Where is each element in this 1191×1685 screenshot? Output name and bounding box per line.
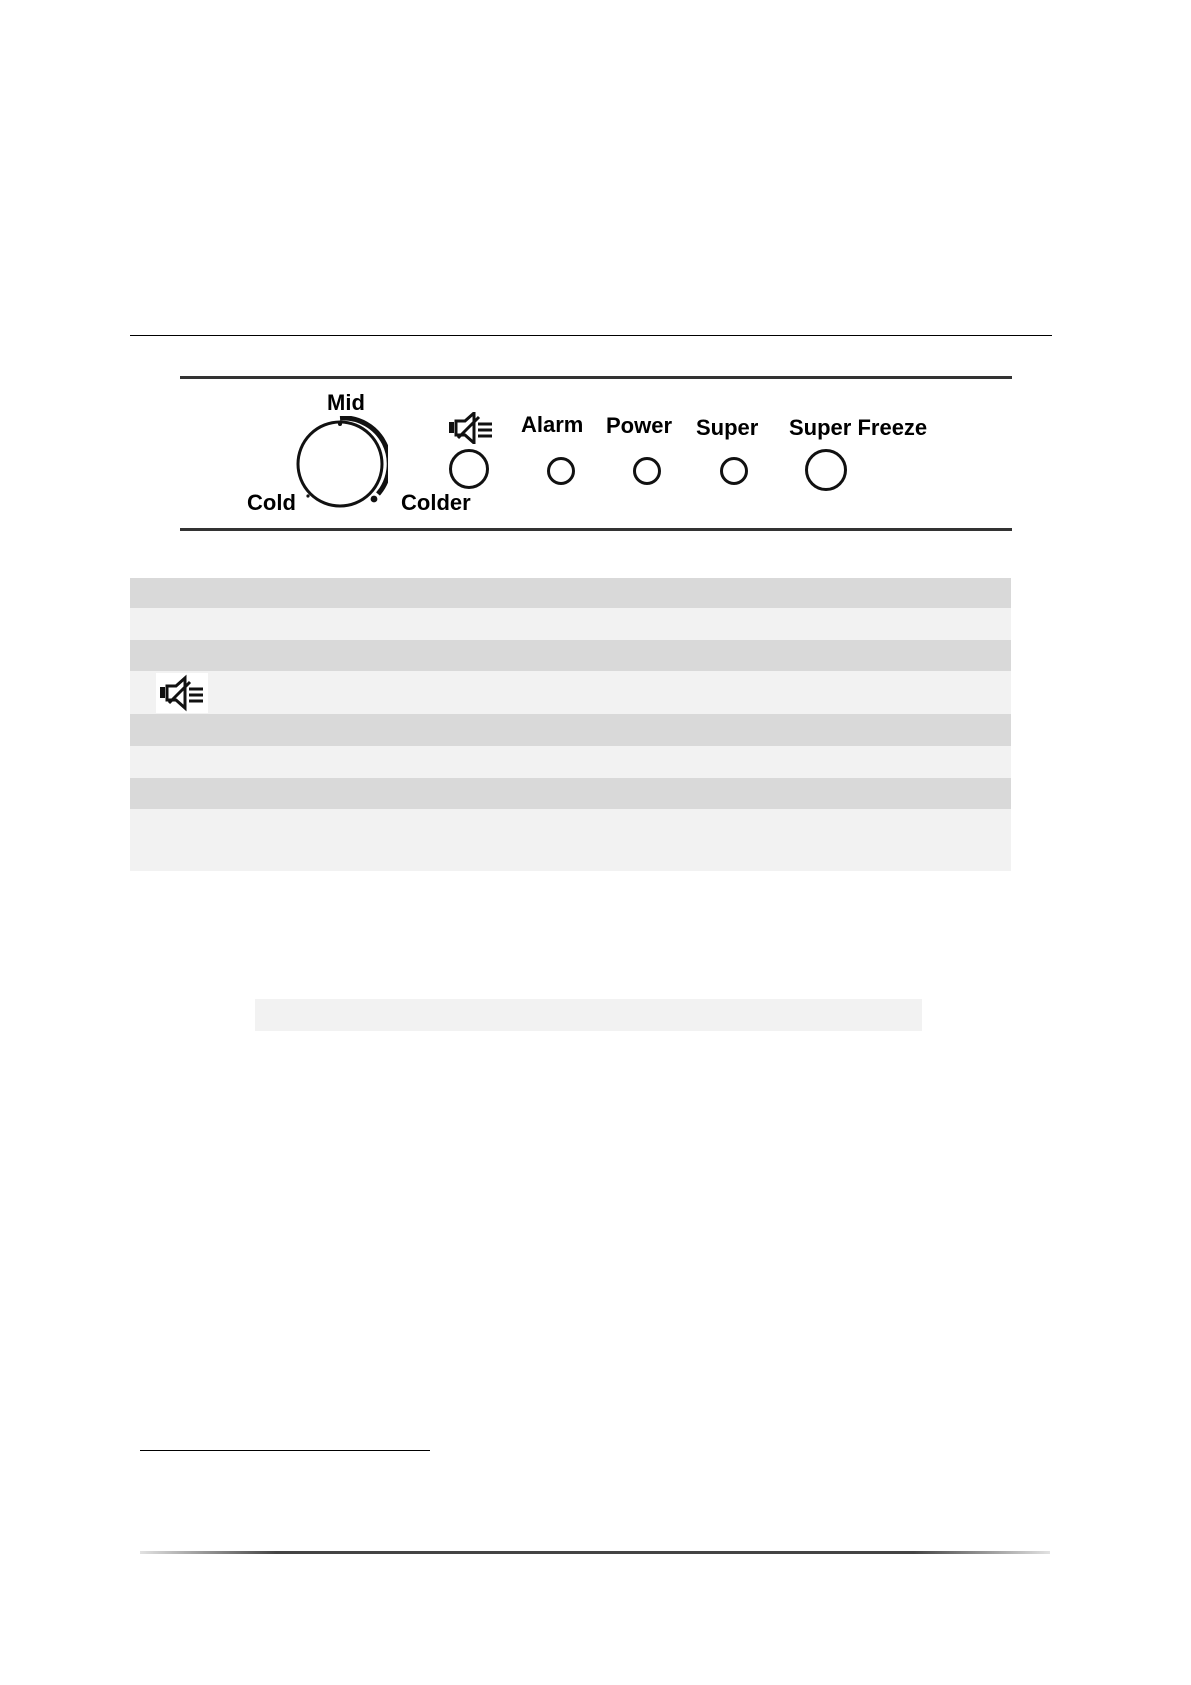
speaker-mute-icon (448, 412, 496, 444)
table-row (130, 714, 1011, 746)
dial-label-cold: Cold (247, 490, 296, 515)
super-label: Super (696, 415, 759, 440)
alarm-off-button[interactable] (449, 449, 489, 489)
power-indicator (633, 457, 661, 485)
table-row (130, 640, 1011, 671)
panel-top-edge (180, 376, 1012, 379)
table-row (130, 746, 1011, 778)
table-row (130, 608, 1011, 640)
dial-label-colder: Colder (401, 490, 471, 515)
alarm-label: Alarm (521, 412, 584, 437)
super-freeze-button[interactable] (805, 449, 847, 491)
table-row (130, 809, 1011, 871)
table-row (130, 671, 1011, 714)
dial-cold-marker (306, 494, 309, 497)
super-indicator (720, 457, 748, 485)
footer-divider (140, 1551, 1050, 1554)
power-label: Power (606, 413, 673, 438)
dial-colder-marker (371, 496, 378, 503)
table-row (130, 778, 1011, 809)
table-row (130, 578, 1011, 608)
temperature-dial[interactable] (292, 416, 388, 512)
feature-table (130, 578, 1011, 871)
note-box (255, 999, 922, 1031)
footnote-divider (140, 1450, 430, 1451)
panel-bottom-edge (180, 528, 1012, 531)
dial-label-mid: Mid (327, 390, 365, 415)
control-panel-diagram (180, 376, 1012, 532)
speaker-mute-icon (156, 673, 208, 713)
super-freeze-label: Super Freeze (789, 415, 928, 440)
dial-mid-marker (338, 422, 342, 426)
alarm-indicator (547, 457, 575, 485)
header-divider (130, 335, 1052, 336)
